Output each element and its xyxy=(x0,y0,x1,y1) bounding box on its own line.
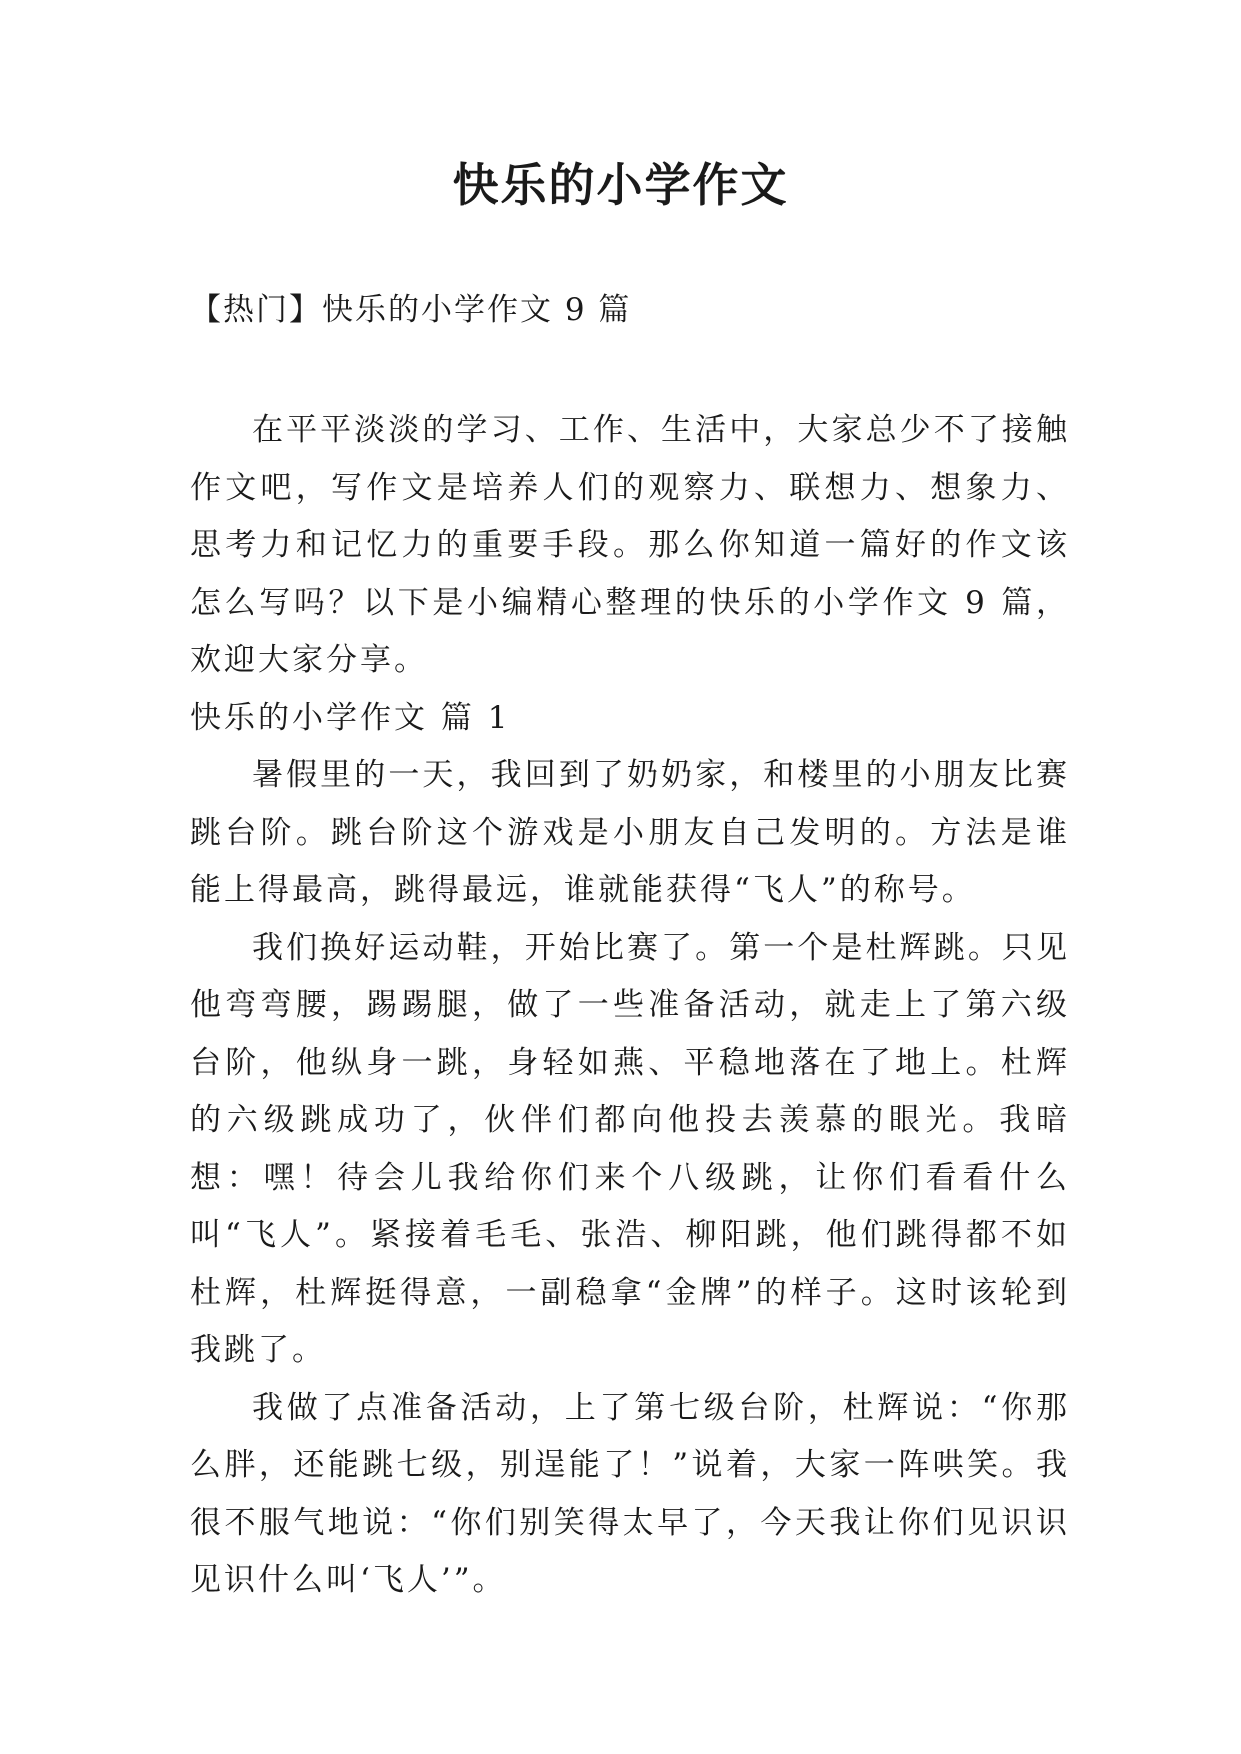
section-heading: 快乐的小学作文 篇 1 xyxy=(190,699,511,736)
document-subtitle: 【热门】快乐的小学作文 9 篇 xyxy=(190,292,632,328)
document-title: 快乐的小学作文 xyxy=(452,158,789,212)
body-paragraph-2: 我们换好运动鞋，开始比赛了。第一个是杜辉跳。只见他弯弯腰，踢踢腿，做了一些准备活动，就走上了第六级台阶，他纵身一跳，身轻如燕、平稳地落在了地上。杜辉的六级跳成功了，伙伴们都向他投去羡慕的眼光。我暗想：嘿！待会儿我给你们来个八级跳，让你们看看什么叫“飞人”。紧接着毛毛、张浩、柳阳跳，他们跳得都不如杜辉，杜辉挺得意，一副稳拿“金牌”的样子。这时该轮到我跳了。 xyxy=(190,929,1070,1368)
body-paragraph-3: 我做了点准备活动，上了第七级台阶，杜辉说：“你那么胖，还能跳七级，别逞能了！”说着，大家一阵哄笑。我很不服气地说：“你们别笑得太早了，今天我让你们见识识见识什么叫‘飞人’”。 xyxy=(190,1389,1070,1598)
document-body xyxy=(190,402,1070,1610)
intro-paragraph: 在平平淡淡的学习、工作、生活中，大家总少不了接触作文吧，写作文是培养人们的观察力、联想力、想象力、思考力和记忆力的重要手段。那么你知道一篇好的作文该怎么写吗？以下是小编精心整理的快乐的小学作文 9 篇，欢迎大家分享。 xyxy=(190,412,1070,678)
body-paragraph-1: 暑假里的一天，我回到了奶奶家，和楼里的小朋友比赛跳台阶。跳台阶这个游戏是小朋友自己发明的。方法是谁能上得最高，跳得最远，谁就能获得“飞人”的称号。 xyxy=(190,757,1070,908)
